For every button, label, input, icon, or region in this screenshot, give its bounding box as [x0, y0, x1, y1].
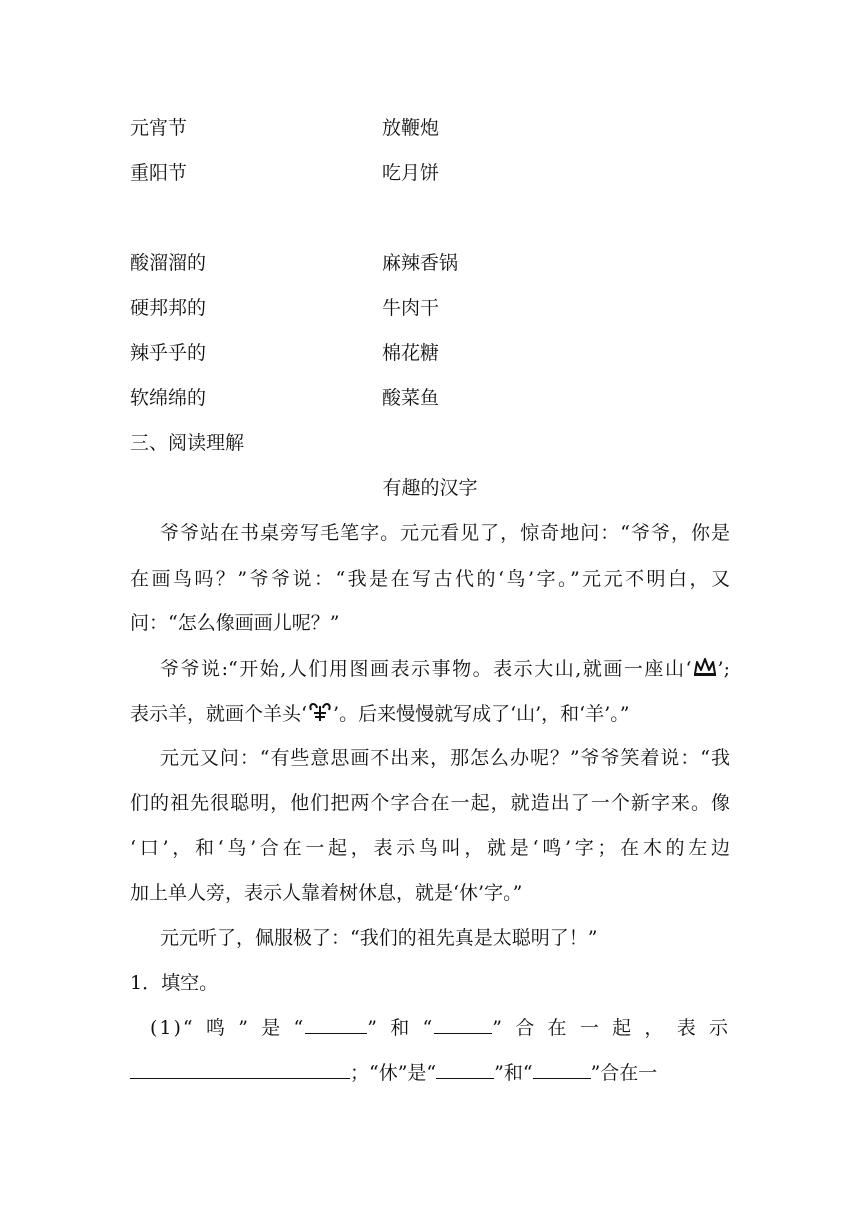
pair-right: 牛肉干 [382, 297, 440, 319]
text-span: ；“休”是“ [350, 1062, 437, 1084]
question-heading: 1．填空。 [130, 972, 219, 994]
question-1 [130, 1016, 730, 1040]
pair-row [130, 116, 440, 140]
text-line [130, 656, 730, 684]
text-span: 爷爷说:“开始,人们用图画表示事物。表示大山,就画一座山‘ [160, 658, 692, 680]
story-paragraph-1 [130, 521, 730, 613]
text-line [130, 1061, 657, 1085]
text-line: ‘口’，和‘鸟’合在一起，表示鸟叫，就是‘鸣’字；在木的左边 [130, 837, 730, 859]
text-line: 们的祖先很聪明，他们把两个字合在一起，就造出了一个新字来。像 [130, 792, 730, 814]
answer-blank[interactable] [533, 1064, 591, 1079]
text-span: ”合在一 [590, 1062, 658, 1084]
pair-row [130, 386, 440, 410]
text-span: (1)“鸣”是“ [150, 1017, 306, 1039]
text-line: 问：“怎么像画画儿呢？” [130, 612, 340, 634]
text-span: ’。后来慢慢就写成了‘山’，和‘羊’。” [333, 703, 630, 725]
text-line: 在画鸟吗？”爷爷说：“我是在写古代的‘鸟’字。”元元不明白，又 [130, 568, 730, 590]
pair-right: 酸菜鱼 [382, 387, 440, 409]
text-span: ’; [717, 658, 730, 680]
pair-left: 酸溜溜的 [130, 252, 207, 274]
answer-blank[interactable] [305, 1019, 367, 1034]
section-heading: 三、阅读理解 [130, 432, 245, 454]
story-title: 有趣的汉字 [382, 477, 478, 499]
text-span: ”和“ [367, 1017, 435, 1039]
pair-row [130, 341, 440, 365]
pair-left: 重阳节 [130, 162, 188, 184]
text-line: 元元听了，佩服极了：“我们的祖先真是太聪明了！” [160, 927, 598, 949]
pair-row [130, 161, 440, 185]
text-span: 表示羊，就画个羊头‘ [130, 703, 308, 725]
pair-right: 棉花糖 [382, 342, 440, 364]
story-paragraph-2 [130, 656, 730, 684]
text-line [130, 701, 629, 729]
ancient-sheep-glyph-icon [307, 701, 333, 729]
pair-left: 元宵节 [130, 117, 188, 139]
pair-left: 辣乎乎的 [130, 342, 207, 364]
answer-blank[interactable] [434, 1019, 492, 1034]
text-line: 元元又问：“有些意思画不出来，那怎么办呢？”爷爷笑着说：“我 [160, 747, 730, 769]
story-paragraph-3 [130, 746, 730, 881]
pair-row [130, 251, 459, 275]
pair-right: 放鞭炮 [382, 117, 440, 139]
pair-row [130, 296, 440, 320]
pair-left: 软绵绵的 [130, 387, 207, 409]
text-line: 加上单人旁，表示人靠着树休息，就是‘休’字。” [130, 882, 523, 904]
text-line: 爷爷站在书桌旁写毛笔字。元元看见了，惊奇地问：“爷爷，你是 [160, 522, 730, 544]
pair-right: 吃月饼 [382, 162, 440, 184]
pair-right: 麻辣香锅 [382, 252, 459, 274]
text-span: ”和“ [494, 1062, 533, 1084]
ancient-mountain-glyph-icon [692, 656, 718, 684]
text-line [130, 1016, 730, 1040]
pair-left: 硬邦邦的 [130, 297, 207, 319]
answer-blank[interactable] [436, 1064, 494, 1079]
text-span: ”合在一起，表示 [492, 1017, 730, 1039]
answer-blank[interactable] [130, 1064, 350, 1079]
